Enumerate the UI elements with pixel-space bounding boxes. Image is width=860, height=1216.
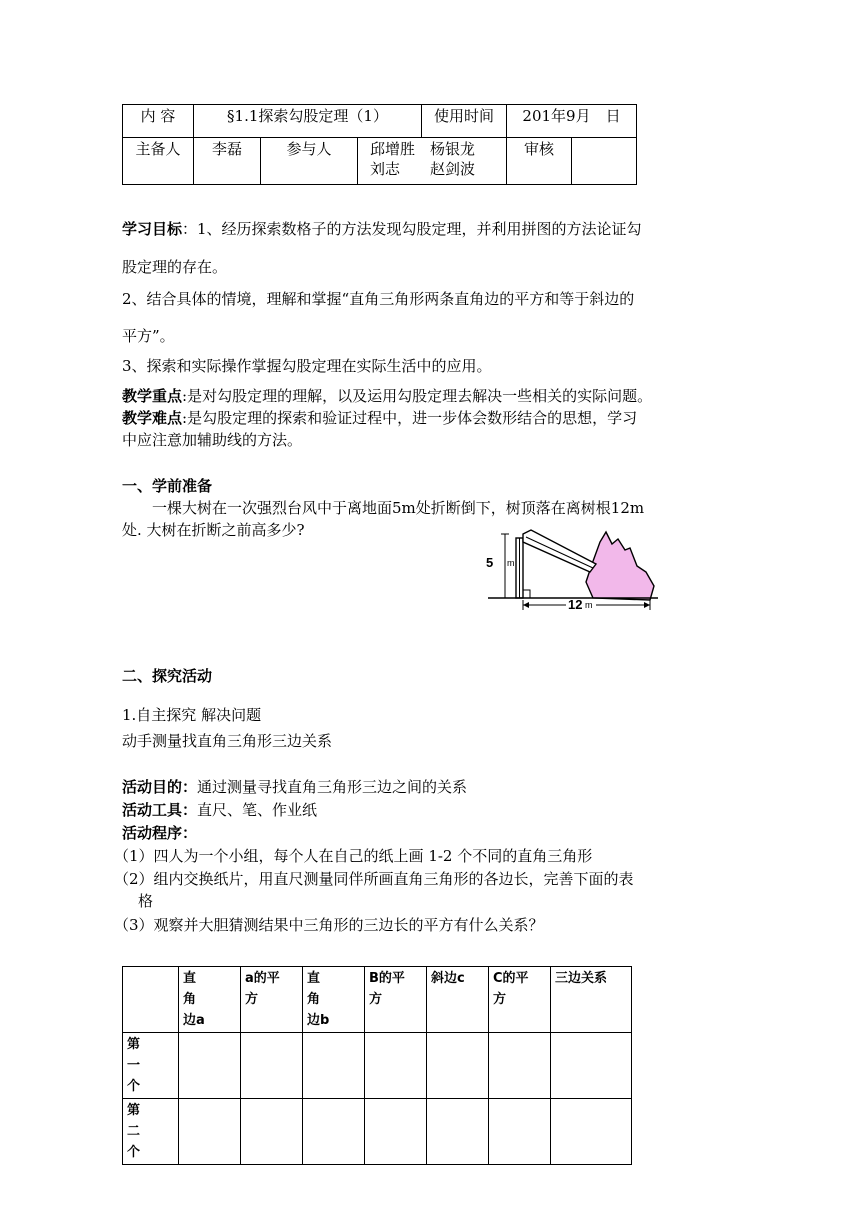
tree-crown	[586, 532, 654, 600]
difficulty-text: :是勾股定理的探索和验证过程中，进一步体会数形结合的思想，学习	[182, 409, 638, 427]
cell-r1-leg-b[interactable]	[303, 1033, 365, 1099]
objective-2-line-2: 平方”。	[122, 327, 175, 345]
row-label-2-line-1: 第 二	[127, 1103, 166, 1139]
header-hypotenuse-line-1: 斜边c	[431, 971, 465, 986]
header-leg-a	[179, 967, 241, 1033]
objective-1-line-2: 股定理的存在。	[122, 258, 228, 276]
height-label: 5	[486, 555, 494, 570]
time-label: 使用时间	[422, 105, 507, 138]
key-point	[122, 385, 652, 407]
header-a-square-line-1: a的平	[245, 971, 280, 986]
cell-r1-a-square[interactable]	[241, 1033, 303, 1099]
objective-2-line-1: 2、结合具体的情境，理解和掌握“直角三角形两条直角边的平方和等于斜边的	[122, 290, 635, 308]
header-c-square-line-2: 方	[493, 992, 507, 1007]
row-label-2-line-2: 个	[127, 1145, 141, 1160]
header-leg-a-line-1: 直 角	[183, 971, 222, 1007]
objectives-label: 学习目标	[122, 220, 183, 238]
content-label: 内 容	[123, 105, 194, 138]
procedure-label: 活动程序：	[122, 824, 198, 842]
header-a-square	[241, 967, 303, 1033]
cell-r1-c-square[interactable]	[489, 1033, 551, 1099]
cell-r1-relation[interactable]	[551, 1033, 632, 1099]
cell-r2-relation[interactable]	[551, 1099, 632, 1165]
header-hypotenuse-c	[427, 967, 489, 1033]
objective-3: 3、探索和实际操作掌握勾股定理在实际生活中的应用。	[122, 357, 492, 375]
header-table	[122, 104, 637, 185]
header-c-square-line-1: C的平	[493, 971, 529, 986]
time-value: 201年9月 日	[507, 105, 637, 138]
activity-tools	[122, 799, 317, 821]
objective-1-line-1	[122, 218, 642, 240]
tools-text: 直尺、笔、作业纸	[197, 801, 318, 819]
base-label: 12	[568, 597, 583, 612]
review-value	[572, 138, 637, 185]
arrowhead-left	[523, 602, 529, 608]
header-b-square-line-1: B的平	[369, 971, 405, 986]
preparer-label: 主备人	[123, 138, 194, 185]
purpose-label: 活动目的：	[122, 778, 198, 796]
cell-r2-c-square[interactable]	[489, 1099, 551, 1165]
height-unit: m	[507, 558, 515, 568]
problem-line-2: 处. 大树在折断之前高多少?	[122, 521, 305, 539]
cell-r1-leg-a[interactable]	[179, 1033, 241, 1099]
participants-label: 参与人	[261, 138, 358, 185]
section-2-sub-1: 1.自主探究 解决问题	[122, 706, 262, 724]
cell-r2-b-square[interactable]	[365, 1099, 427, 1165]
measurement-table	[122, 966, 632, 1165]
participants-line-1: 邱增胜 杨银龙	[370, 140, 476, 158]
difficulty-line-2: 中应注意加辅助线的方法。	[122, 431, 303, 449]
tree-figure	[478, 520, 668, 620]
header-a-square-line-2: 方	[245, 992, 259, 1007]
header-relation	[551, 967, 632, 1033]
cell-r2-a-square[interactable]	[241, 1099, 303, 1165]
cell-r1-b-square[interactable]	[365, 1033, 427, 1099]
participants-line-2: 刘志 赵剑波	[370, 160, 476, 178]
key-point-text: :是对勾股定理的理解，以及运用勾股定理去解决一些相关的实际问题。	[182, 387, 653, 405]
procedure-step-2-line-2: 格	[138, 892, 154, 910]
right-angle-marker	[523, 590, 530, 598]
cell-r2-leg-b[interactable]	[303, 1099, 365, 1165]
header-leg-b	[303, 967, 365, 1033]
header-c-square	[489, 967, 551, 1033]
difficulty-line-1	[122, 407, 637, 429]
row-label-1	[123, 1033, 179, 1099]
lesson-title: §1.1探索勾股定理（1）	[194, 105, 422, 138]
problem-line-1: 一棵大树在一次强烈台风中于离地面5m处折断倒下，树顶落在离树根12m	[152, 499, 645, 517]
participants-names	[358, 138, 507, 185]
procedure-step-1: （1）四人为一个小组，每个人在自己的纸上画 1-2 个不同的直角三角形	[114, 847, 593, 865]
cell-r2-hypotenuse[interactable]	[427, 1099, 489, 1165]
difficulty-label: 教学难点	[122, 409, 183, 427]
section-1-heading: 一、学前准备	[122, 477, 213, 495]
row-label-1-line-1: 第 一	[127, 1037, 166, 1073]
procedure-step-2-line-1: （2）组内交换纸片，用直尺测量同伴所画直角三角形的各边长，完善下面的表	[114, 870, 634, 888]
base-unit: m	[585, 600, 593, 610]
cell-r1-hypotenuse[interactable]	[427, 1033, 489, 1099]
corner-cell	[123, 967, 179, 1033]
cell-r2-leg-a[interactable]	[179, 1099, 241, 1165]
tools-label: 活动工具：	[122, 801, 198, 819]
key-point-label: 教学重点	[122, 387, 183, 405]
section-2-heading: 二、探究活动	[122, 667, 213, 685]
preparer-name: 李磊	[194, 138, 261, 185]
objective-1-text: ：1、经历探索数格子的方法发现勾股定理，并利用拼图的方法论证勾	[182, 220, 642, 238]
review-label: 审核	[507, 138, 572, 185]
header-relation-line-1: 三边关系	[555, 971, 608, 986]
row-label-2	[123, 1099, 179, 1165]
header-b-square-line-2: 方	[369, 992, 383, 1007]
header-leg-b-line-2: 边b	[307, 1013, 330, 1028]
procedure-step-3: （3）观察并大胆猜测结果中三角形的三边长的平方有什么关系？	[114, 916, 544, 934]
activity-purpose	[122, 776, 467, 798]
header-leg-a-line-2: 边a	[183, 1013, 205, 1028]
fallen-trunk	[523, 530, 596, 572]
section-2-sub-2: 动手测量找直角三角形三边关系	[122, 732, 333, 750]
header-b-square	[365, 967, 427, 1033]
header-leg-b-line-1: 直 角	[307, 971, 346, 1007]
purpose-text: 通过测量寻找直角三角形三边之间的关系	[197, 778, 468, 796]
arrowhead-right	[644, 602, 650, 608]
fallen-trunk-line	[526, 537, 593, 568]
row-label-1-line-2: 个	[127, 1079, 141, 1094]
table-row	[123, 1033, 632, 1099]
table-row	[123, 1099, 632, 1165]
